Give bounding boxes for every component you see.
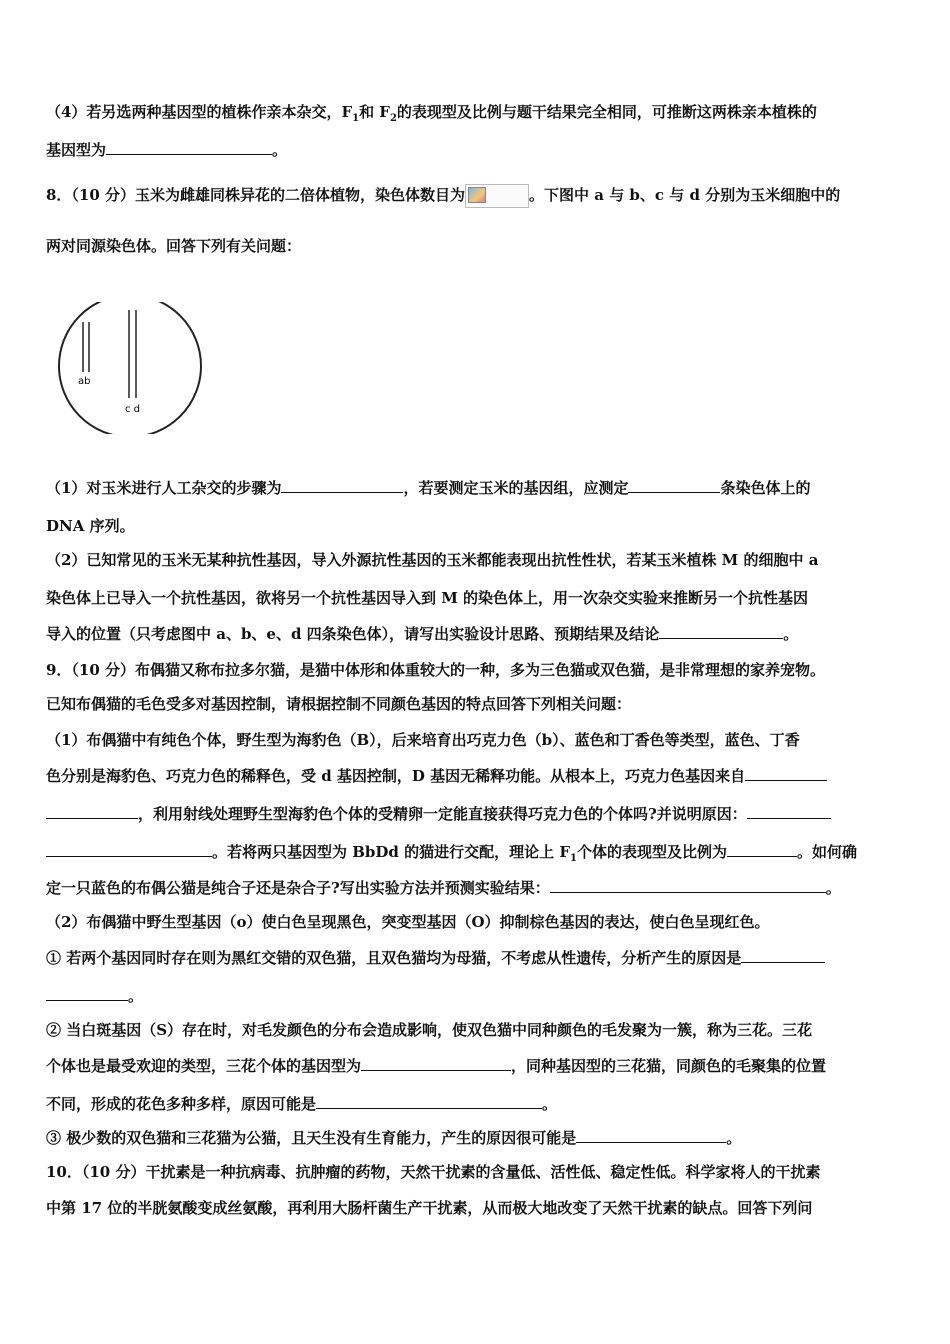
text: 色分别是海豹色、巧克力色的稀释色，受 d 基因控制，D 基因无稀释功能。从根本上，巧克力色基因来自 <box>46 767 746 785</box>
answer-blank[interactable] <box>550 878 826 893</box>
subscript: 2 <box>389 113 397 124</box>
answer-blank[interactable] <box>659 624 783 639</box>
label-ab: ab <box>78 376 91 387</box>
text: 条染色体上的 <box>720 479 811 497</box>
text: 。 <box>726 1129 742 1147</box>
q9-part1-line5 <box>46 878 841 898</box>
text: 。 <box>128 987 144 1005</box>
text: 和 F <box>359 103 390 121</box>
q9-part1-line3 <box>46 804 831 824</box>
text: 8．（10 分）玉米为雌雄同株异花的二倍体植物，染色体数目为 <box>46 186 466 204</box>
text: ① 若两个基因同时存在则为黑红交错的双色猫，且双色猫均为母猫，不考虑从性遗传，分析产生的原因是 <box>46 949 742 967</box>
text: 个体的表现型及比例为 <box>576 843 727 861</box>
q8-part2-line3 <box>46 624 798 644</box>
text: 导入的位置（只考虑图中 a、b、e、d 四条染色体），请写出实验设计思路、预期结果及结论 <box>46 625 660 643</box>
label-cd: c d <box>125 404 141 415</box>
q8-part2-line1: （2）已知常见的玉米无某种抗性基因，导入外源抗性基因的玉米都能表现出抗性性状，若某玉米植株 M 的细胞中 a <box>46 551 819 569</box>
answer-blank[interactable] <box>46 842 212 857</box>
text: 。 <box>542 1095 558 1113</box>
answer-blank[interactable] <box>46 804 138 819</box>
subscript: 1 <box>352 113 360 124</box>
answer-blank[interactable] <box>745 766 827 781</box>
text: 。 <box>825 879 841 897</box>
text: 基因型为 <box>46 141 107 159</box>
q8-stem-line2: 两对同源染色体。回答下列有关问题： <box>46 237 302 255</box>
q9-c2-line1: ② 当白斑基因（S）存在时，对毛发颜色的分布会造成影响，使双色猫中同种颜色的毛发聚为一簇，称为三花。三花 <box>46 1021 813 1039</box>
q7-part4-line2 <box>46 140 287 160</box>
answer-blank[interactable] <box>281 478 403 493</box>
q9-c1-line2 <box>46 986 143 1006</box>
q8-stem-line1 <box>46 184 840 208</box>
answer-blank[interactable] <box>727 842 797 857</box>
q9-stem-line1: 9．（10 分）布偶猫又称布拉多尔猫，是猫中体形和体重较大的一种，多为三色猫或双色猫，是非常理想的家养宠物。 <box>46 661 826 679</box>
q9-c2-line3 <box>46 1094 557 1114</box>
answer-blank[interactable] <box>106 140 272 155</box>
answer-blank[interactable] <box>747 804 831 819</box>
text: ，利用射线处理野生型海豹色个体的受精卵一定能直接获得巧克力色的个体吗?并说明原因： <box>138 805 747 823</box>
q10-line1: 10．（10 分）干扰素是一种抗病毒、抗肿瘤的药物，天然干扰素的含量低、活性低、稳定性低。科学家将人的干扰素 <box>46 1163 821 1181</box>
answer-blank[interactable] <box>576 1128 726 1143</box>
text: ，若要测定玉米的基因组，应测定 <box>403 479 629 497</box>
text: （4）若另选两种基因型的植株作亲本杂交，F <box>46 103 353 121</box>
q9-part1-line2 <box>46 766 827 786</box>
q9-c2-line2 <box>46 1056 826 1076</box>
text: 的表现型及比例与题干结果完全相同，可推断这两株亲本植株的 <box>396 103 817 121</box>
q8-part2-line2: 染色体上已导入一个抗性基因，欲将另一个抗性基因导入到 M 的染色体上，用一次杂交实验来推断另一个抗性基因 <box>46 589 809 607</box>
answer-blank[interactable] <box>316 1094 542 1109</box>
q9-stem-line2: 已知布偶猫的毛色受多对基因控制，请根据控制不同颜色基因的特点回答下列相关问题： <box>46 695 632 713</box>
text: 定一只蓝色的布偶公猫是纯合子还是杂合子?写出实验方法并预测实验结果： <box>46 879 550 897</box>
text: 。若将两只基因型为 BbDd 的猫进行交配，理论上 F <box>212 843 570 861</box>
text: （1）对玉米进行人工杂交的步骤为 <box>46 479 282 497</box>
answer-blank[interactable] <box>361 1056 511 1071</box>
chromosome-diagram <box>56 302 206 434</box>
q9-part1-line4 <box>46 842 857 869</box>
answer-blank[interactable] <box>46 986 128 1001</box>
answer-blank[interactable] <box>628 478 720 493</box>
q9-part1-line1: （1）布偶猫中有纯色个体，野生型为海豹色（B），后来培育出巧克力色（b）、蓝色和丁香色等类型，蓝色、丁香 <box>46 731 800 749</box>
q7-part4-line1 <box>46 102 817 129</box>
q9-part2-line1: （2）布偶猫中野生型基因（o）使白色呈现黑色，突变型基因（O）抑制棕色基因的表达，使白色呈现红色。 <box>46 913 770 931</box>
text: 个体也是最受欢迎的类型，三花个体的基因型为 <box>46 1057 362 1075</box>
q8-part1-line1 <box>46 478 810 498</box>
broken-image-icon <box>468 187 486 203</box>
q8-part1-line2: DNA 序列。 <box>46 517 135 535</box>
answer-blank[interactable] <box>741 948 825 963</box>
q9-c3-line1 <box>46 1128 741 1148</box>
text: 不同，形成的花色多种多样，原因可能是 <box>46 1095 317 1113</box>
text: 。下图中 a 与 b、c 与 d 分别为玉米细胞中的 <box>529 186 841 204</box>
text: ，同种基因型的三花猫，同颜色的毛聚集的位置 <box>511 1057 827 1075</box>
formula-image-icon <box>465 184 529 208</box>
q10-line2: 中第 17 位的半胱氨酸变成丝氨酸，再利用大肠杆菌生产干扰素，从而极大地改变了天然干扰素的缺点。回答下列问 <box>46 1199 813 1217</box>
text: ③ 极少数的双色猫和三花猫为公猫，且天生没有生育能力，产生的原因很可能是 <box>46 1129 577 1147</box>
q9-c1-line1 <box>46 948 825 968</box>
subscript: 1 <box>569 853 577 864</box>
text: 。 <box>272 141 288 159</box>
text: 。如何确 <box>796 843 857 861</box>
text: 。 <box>783 625 799 643</box>
